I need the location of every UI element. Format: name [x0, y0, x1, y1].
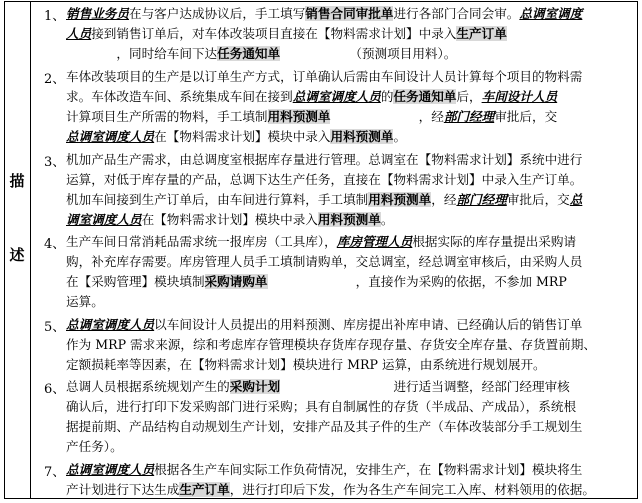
item-number: 5、	[44, 320, 66, 335]
text-run: 确认后，进行打印下发采购部门进行采购；具有自制属性的存货（半成品、产成品），系统根	[66, 399, 577, 414]
role-name: 部门经理	[443, 109, 495, 124]
item-line	[66, 87, 631, 107]
item-line	[66, 315, 631, 335]
text-run: 产计划进行下达生成	[66, 482, 180, 497]
item-line	[66, 252, 631, 272]
text-run: ，直接作为采购的依据，不参加 MRP	[267, 274, 567, 289]
document-name: 用料预测单	[330, 129, 394, 144]
text-run: ，经	[330, 109, 444, 124]
document-name: 用料预测单	[368, 192, 432, 207]
role-name: 车间设计人员	[481, 89, 558, 104]
role-name: 调室调度人员	[66, 212, 142, 227]
text-run: 根据各生产车间实际工作负荷情况，安排生产，在【物料需求计划】模块将生	[154, 462, 583, 477]
document-name: 任务通知单	[217, 46, 281, 61]
role-name: 总调室调度	[519, 6, 583, 21]
text-run: 接到销售订单后，对车体改装项目直接在【物料需求计划】中录入	[91, 26, 457, 41]
document-name: 生产订单	[456, 26, 507, 41]
item-text	[66, 4, 631, 64]
text-run: ，经	[431, 192, 457, 207]
role-name: 总	[569, 192, 583, 207]
role-name: 销售业务员	[66, 6, 129, 21]
label-char-bottom: 述	[9, 246, 25, 264]
role-name: 部门经理	[456, 192, 507, 207]
text-run: 。	[380, 212, 394, 227]
document-name: 采购计划	[229, 379, 281, 394]
item-line	[66, 4, 631, 24]
item-text	[66, 377, 631, 457]
item-line	[66, 480, 631, 500]
text-run: 在【采购管理】模块填制	[66, 274, 205, 289]
item-line	[66, 437, 631, 457]
role-name: 库房管理人员	[336, 234, 413, 249]
text-run: 计算项目生产所需的物料，手工填制	[66, 109, 268, 124]
item-text	[66, 67, 631, 147]
item-line	[66, 107, 631, 127]
item-number: 6、	[44, 382, 66, 397]
item-line	[66, 292, 631, 312]
text-run: 求。车体改造车间、系统集成车间在接到	[66, 89, 293, 104]
item-text	[66, 315, 631, 375]
item-line	[66, 170, 631, 190]
text-run: 定额损耗率等因素，在【物料需求计划】模块进行 MRP 运算，由系统进行规划展开。	[66, 357, 546, 372]
text-run: 在与客户达成协议后，手工填写	[128, 6, 306, 21]
item-number: 7、	[44, 465, 66, 480]
description-table	[4, 1, 638, 499]
role-name: 总调室调度人员	[66, 462, 155, 477]
role-name: 人员	[66, 26, 92, 41]
text-run: （预测项目用料）。	[280, 46, 457, 61]
document-name: 用料预测单	[317, 212, 381, 227]
item-number: 4、	[44, 237, 66, 252]
item-number: 1、	[44, 9, 66, 24]
text-run: 在【物料需求计划】模块中录入	[141, 212, 318, 227]
item-line	[66, 24, 631, 44]
item-line	[66, 377, 631, 397]
item-line	[66, 127, 631, 147]
role-name: 总调室调度人员	[66, 129, 155, 144]
item-number: 2、	[44, 72, 66, 87]
item-line	[66, 460, 631, 480]
document-name: 用料预测单	[267, 109, 331, 124]
text-run: ，同时给车间下达	[66, 46, 218, 61]
text-run: 据提前期、产品结构自动规划生产计划，安排产品及其子件的生产（车体改装部分手工规划生	[66, 419, 583, 434]
text-run: 进行各部门合同会审。	[393, 6, 520, 21]
text-run: 审批后，交	[494, 109, 558, 124]
text-run: 总调人员根据系统规划产生的	[66, 379, 230, 394]
text-run: 运算。	[66, 294, 104, 309]
text-run: 运算，对低于库存量的产品，总调下达生产任务，直接在【物料需求计划】中录入生产订单。	[66, 172, 583, 187]
text-run: 审批后，交	[506, 192, 570, 207]
item-line	[66, 210, 631, 230]
item-line	[66, 355, 631, 375]
text-run: 进行适当调整，经部门经理审核	[280, 379, 570, 394]
item-text	[66, 150, 631, 230]
item-line	[66, 417, 631, 437]
text-run: 产任务）。	[66, 439, 123, 454]
text-run: 车体改装项目的生产是以订单生产方式，订单确认后需由车间设计人员计算每个项目的物料需	[66, 69, 583, 84]
text-run: 购，补充库存需要。库房管理人员手工填制请购单，交总调室，经总调室审核后，由采购人员	[66, 254, 583, 269]
item-text	[66, 232, 631, 312]
text-run: 的	[380, 89, 394, 104]
item-number: 3、	[44, 155, 66, 170]
text-run: 作为 MRP 需求来源，综和考虑库存管理模块存货库存现存量、存货安全库存量、存货置前期、	[66, 337, 597, 352]
item-line	[66, 67, 631, 87]
item-line	[66, 190, 631, 210]
text-run: 根据实际的库存量提出采购请	[412, 234, 577, 249]
text-run: 机加产品生产需求，由总调度室根据库存量进行管理。总调室在【物料需求计划】系统中进行	[66, 152, 583, 167]
text-run: 机加车间接到生产订单后，由车间进行算料，手工填制	[66, 192, 369, 207]
text-run: 以车间设计人员提出的用料预测、库房提出补库申请、已经确认后的销售订单	[154, 317, 583, 332]
text-run: 在【物料需求计划】模块中录入	[154, 129, 331, 144]
item-line	[66, 397, 631, 417]
role-name: 总调室调度人员	[66, 317, 155, 332]
document-name: 销售合同审批单	[305, 6, 394, 21]
item-line	[66, 272, 631, 292]
item-line	[66, 150, 631, 170]
text-run: 后，	[456, 89, 482, 104]
item-line	[66, 232, 631, 252]
label-char-top: 描	[9, 172, 25, 190]
document-name: 任务通知单	[393, 89, 457, 104]
item-line	[66, 44, 631, 64]
text-run: ，进行打印后下发，作为各生产车间完工入库、材料领用的依据。	[229, 482, 595, 497]
role-name: 总调室调度人员	[292, 89, 381, 104]
item-line	[66, 335, 631, 355]
item-text	[66, 460, 631, 500]
text-run: 生产车间日常消耗品需求统一报库房（工具库），	[66, 234, 337, 249]
document-name: 采购请购单	[204, 274, 268, 289]
document-name: 生产订单	[179, 482, 230, 497]
label-column	[5, 2, 31, 498]
text-run: 。	[393, 129, 407, 144]
